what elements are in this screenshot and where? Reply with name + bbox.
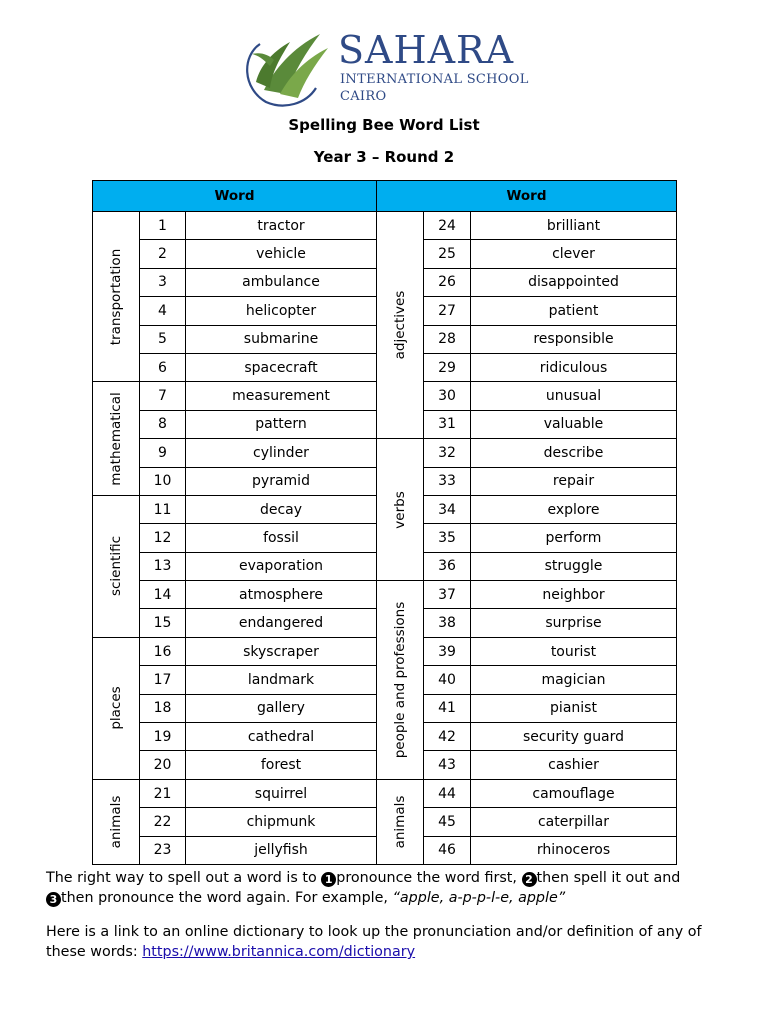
word-cell: pyramid xyxy=(186,467,377,495)
table-body xyxy=(93,212,677,865)
word-cell: valuable xyxy=(471,410,677,438)
category-cell-right xyxy=(377,212,424,439)
word-number: 23 xyxy=(140,836,186,864)
instructions-text-3: then spell it out and xyxy=(536,870,681,886)
dictionary-note xyxy=(46,922,726,962)
word-number: 14 xyxy=(140,581,186,609)
instructions-text-4: then pronounce the word again. For example, xyxy=(61,890,393,906)
word-number: 2 xyxy=(140,240,186,268)
category-label: verbs xyxy=(392,490,408,529)
category-label: transportation xyxy=(108,248,124,345)
word-number: 38 xyxy=(424,609,471,637)
word-cell: magician xyxy=(471,666,677,694)
word-number: 43 xyxy=(424,751,471,779)
category-cell-left xyxy=(93,495,140,637)
instructions-text-1: The right way to spell out a word is to xyxy=(46,870,322,886)
step-one-badge: 1 xyxy=(321,872,336,887)
category-cell-left xyxy=(93,212,140,382)
word-cell: struggle xyxy=(471,552,677,580)
word-list-table xyxy=(92,180,677,865)
word-cell: tractor xyxy=(186,212,377,240)
word-cell: tourist xyxy=(471,637,677,665)
word-cell: cathedral xyxy=(186,723,377,751)
word-number: 35 xyxy=(424,524,471,552)
category-cell-left xyxy=(93,382,140,496)
word-cell: neighbor xyxy=(471,581,677,609)
page-title: Spelling Bee Word List xyxy=(288,116,480,134)
word-cell: chipmunk xyxy=(186,808,377,836)
table-row xyxy=(93,779,677,807)
table-header-row xyxy=(93,181,677,212)
word-number: 44 xyxy=(424,779,471,807)
word-number: 41 xyxy=(424,694,471,722)
word-number: 17 xyxy=(140,666,186,694)
word-number: 37 xyxy=(424,581,471,609)
word-cell: submarine xyxy=(186,325,377,353)
word-cell: responsible xyxy=(471,325,677,353)
word-number: 21 xyxy=(140,779,186,807)
word-number: 34 xyxy=(424,495,471,523)
word-number: 7 xyxy=(140,382,186,410)
word-number: 16 xyxy=(140,637,186,665)
word-cell: atmosphere xyxy=(186,581,377,609)
word-cell: squirrel xyxy=(186,779,377,807)
category-label: places xyxy=(108,686,124,731)
word-number: 5 xyxy=(140,325,186,353)
word-number: 31 xyxy=(424,410,471,438)
word-cell: decay xyxy=(186,495,377,523)
word-number: 4 xyxy=(140,297,186,325)
word-cell: caterpillar xyxy=(471,808,677,836)
word-cell: repair xyxy=(471,467,677,495)
word-number: 22 xyxy=(140,808,186,836)
column-header-word-left: Word xyxy=(93,181,377,212)
word-cell: measurement xyxy=(186,382,377,410)
dove-leaf-icon xyxy=(240,26,332,112)
school-logo xyxy=(240,26,540,112)
word-number: 36 xyxy=(424,552,471,580)
category-cell-right xyxy=(377,779,424,864)
dictionary-text: Here is a link to an online dictionary to look up the pronunciation and/or definition of any of these words: xyxy=(46,924,702,960)
table-row xyxy=(93,439,677,467)
word-number: 1 xyxy=(140,212,186,240)
category-label: people and professions xyxy=(392,601,408,759)
spelling-instructions xyxy=(46,868,726,908)
word-number: 40 xyxy=(424,666,471,694)
category-cell-left xyxy=(93,637,140,779)
category-cell-right xyxy=(377,581,424,780)
word-cell: fossil xyxy=(186,524,377,552)
word-number: 26 xyxy=(424,268,471,296)
page-subtitle: Year 3 – Round 2 xyxy=(313,148,455,166)
word-number: 12 xyxy=(140,524,186,552)
word-number: 13 xyxy=(140,552,186,580)
school-name: SAHARA xyxy=(338,28,515,72)
word-number: 8 xyxy=(140,410,186,438)
word-number: 27 xyxy=(424,297,471,325)
dictionary-link[interactable]: https://www.britannica.com/dictionary xyxy=(142,944,416,960)
word-number: 20 xyxy=(140,751,186,779)
school-subtitle: INTERNATIONAL SCHOOL xyxy=(340,72,529,87)
word-cell: camouflage xyxy=(471,779,677,807)
category-label: animals xyxy=(392,795,408,849)
word-number: 15 xyxy=(140,609,186,637)
category-label: mathematical xyxy=(108,391,124,486)
word-cell: forest xyxy=(186,751,377,779)
word-cell: ridiculous xyxy=(471,353,677,381)
word-cell: spacecraft xyxy=(186,353,377,381)
word-cell: vehicle xyxy=(186,240,377,268)
word-number: 18 xyxy=(140,694,186,722)
school-city: CAIRO xyxy=(340,89,387,104)
word-cell: explore xyxy=(471,495,677,523)
word-number: 11 xyxy=(140,495,186,523)
word-number: 19 xyxy=(140,723,186,751)
word-cell: cashier xyxy=(471,751,677,779)
table-row xyxy=(93,212,677,240)
word-cell: pattern xyxy=(186,410,377,438)
word-cell: perform xyxy=(471,524,677,552)
word-cell: endangered xyxy=(186,609,377,637)
word-cell: cylinder xyxy=(186,439,377,467)
category-label: animals xyxy=(108,795,124,849)
step-two-badge: 2 xyxy=(522,872,537,887)
word-number: 42 xyxy=(424,723,471,751)
word-number: 3 xyxy=(140,268,186,296)
word-cell: skyscraper xyxy=(186,637,377,665)
word-number: 46 xyxy=(424,836,471,864)
word-number: 24 xyxy=(424,212,471,240)
word-number: 29 xyxy=(424,353,471,381)
word-cell: evaporation xyxy=(186,552,377,580)
word-cell: describe xyxy=(471,439,677,467)
table-row xyxy=(93,581,677,609)
word-cell: rhinoceros xyxy=(471,836,677,864)
word-number: 39 xyxy=(424,637,471,665)
instructions-example: “apple, a-p-p-l-e, apple” xyxy=(392,890,566,906)
category-cell-right xyxy=(377,439,424,581)
word-number: 10 xyxy=(140,467,186,495)
category-label: adjectives xyxy=(392,290,408,360)
word-cell: disappointed xyxy=(471,268,677,296)
word-number: 6 xyxy=(140,353,186,381)
category-label: scientific xyxy=(108,536,124,597)
word-cell: surprise xyxy=(471,609,677,637)
word-cell: patient xyxy=(471,297,677,325)
word-cell: gallery xyxy=(186,694,377,722)
word-cell: unusual xyxy=(471,382,677,410)
category-cell-left xyxy=(93,779,140,864)
word-number: 9 xyxy=(140,439,186,467)
word-cell: brilliant xyxy=(471,212,677,240)
column-header-word-right: Word xyxy=(377,181,677,212)
word-cell: pianist xyxy=(471,694,677,722)
word-cell: clever xyxy=(471,240,677,268)
word-number: 45 xyxy=(424,808,471,836)
word-cell: jellyfish xyxy=(186,836,377,864)
word-number: 25 xyxy=(424,240,471,268)
word-cell: landmark xyxy=(186,666,377,694)
word-number: 28 xyxy=(424,325,471,353)
step-three-badge: 3 xyxy=(46,892,61,907)
word-cell: helicopter xyxy=(186,297,377,325)
instructions-text-2: pronounce the word first, xyxy=(336,870,522,886)
word-cell: ambulance xyxy=(186,268,377,296)
word-number: 30 xyxy=(424,382,471,410)
word-number: 33 xyxy=(424,467,471,495)
word-number: 32 xyxy=(424,439,471,467)
word-cell: security guard xyxy=(471,723,677,751)
